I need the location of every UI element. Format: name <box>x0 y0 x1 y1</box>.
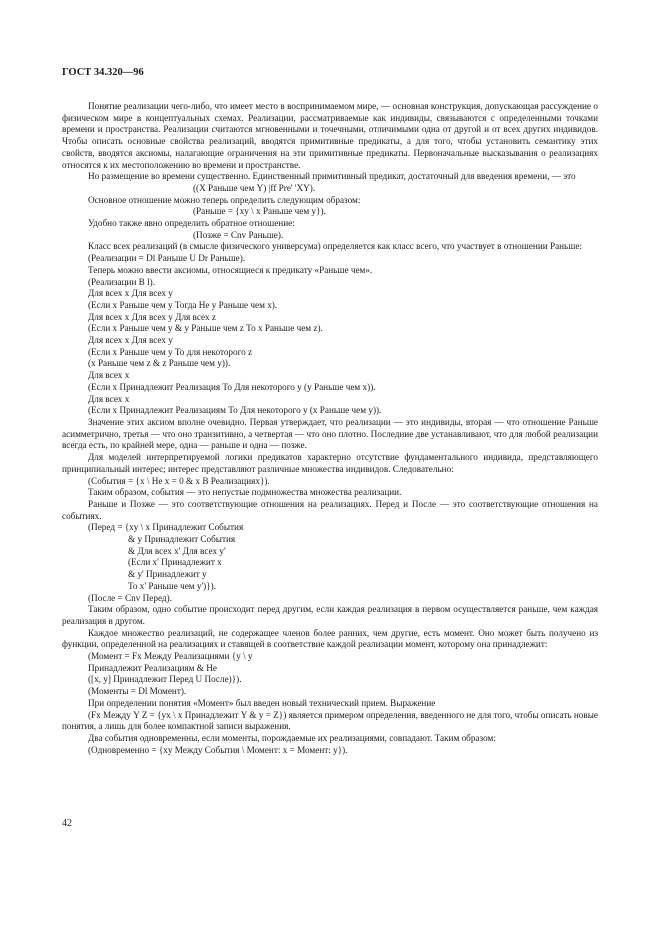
page-number: 42 <box>62 818 72 829</box>
text-line: (События = {x \ Не x = 0 & x B Реализациях}). <box>88 475 270 486</box>
text-line: (Если x Раньше чем y То для некоторого z <box>88 346 253 357</box>
text-line: (Моменты = Dl Момент). <box>88 686 187 697</box>
document-body <box>62 101 598 756</box>
text-line: Каждое множество реализаций, не содержащее членов более ранних, чем другие, есть момент. Оно может быть получено из функции, определенной на реализациях и ставящей в соответствие каждой реализации момент, которому она принадлежит: <box>62 627 598 650</box>
text-line: Понятие реализации чего-либо, что имеет место в воспринимаемом мире, — основная конструкция, допускающая рассуждение о физическом мире в концептуальных схемах. Реализации, рассматриваемые как индивиды, связываются с определенными точками времени и пространства. Реализации считаются мгновенными и точечными, отличимыми одна от другой и от всех других индивидов. Чтобы описать основные свойства реализаций, вводятся примитивные предикаты, а для того, чтобы установить семантику этих свойств, вводятся аксиомы, налагающие ограничения на эти примитивные предикаты. Первоначальные высказывания о реализациях относятся к их местоположению во времени и пространстве. <box>62 101 598 170</box>
text-line: При определении понятия «Момент» был введен новый технический прием. Выражение <box>88 697 436 708</box>
text-line: Для моделей интерпретируемой логики предикатов характерно отсутствие фундаментального индивида, представляющего принципиальный интерес; интерес представляют различные множества индивидов. Следовательно: <box>62 452 598 474</box>
text-line: Раньше и Позже — это соответствующие отношения на реализациях. Перед и После — это соответствующие отношения на событиях. <box>62 498 598 521</box>
text-line: ((X Раньше чем Y) |ff Pre' 'XY). <box>193 182 316 193</box>
text-line: (Если x Раньше чем y Тогда Не y Раньше чем x). <box>88 299 278 310</box>
text-line: То x' Раньше чем y')}). <box>128 580 216 591</box>
text-line: (Если x Раньше чем y & y Раньше чем z То x Раньше чем z). <box>88 323 323 334</box>
text-line: Таким образом, одно событие происходит перед другим, если каждая реализация в первом осуществляется раньше, чем каждая реализация в другом. <box>62 604 598 626</box>
text-line: Основное отношение можно теперь определить следующим образом: <box>88 194 361 205</box>
text-line: Для всех x Для всех y <box>88 288 173 299</box>
page-header: ГОСТ 34.320—96 <box>62 67 144 78</box>
text-line: Но размещение во времени существенно. Единственный примитивный предикат, достаточный для введения времени, — это <box>88 171 576 182</box>
text-line: ([x, y] Принадлежит Перед U После)}). <box>88 674 242 685</box>
text-line: (Fx Между Y Z = {yx \ x Принадлежит Y & y = Z}) является примером определения, введенного не для того, чтобы описать новые понятия, а лишь для более компактной записи выражения. <box>62 709 598 732</box>
text-line: Для всех x Для всех y <box>88 335 173 346</box>
text-line: & y' Принадлежит y <box>128 569 207 580</box>
text-line: (Позже = Cnv Раньше). <box>193 229 284 240</box>
text-line: (Если x Принадлежит Реализациям То Для некоторого y (x Раньше чем y)). <box>88 405 382 416</box>
text-line: (x Раньше чем z & z Раньше чем y)). <box>88 358 231 369</box>
text-line: (После = Cnv Перед). <box>88 592 172 603</box>
text-line: Теперь можно ввести аксиомы, относящиеся к предикату «Раньше чем». <box>88 264 373 275</box>
text-line: Таким образом, события — это непустые подмножества множества реализации. <box>88 487 402 498</box>
text-line: (Реализации B l). <box>88 276 155 287</box>
text-line: Принадлежит Реализациям & Не <box>88 662 217 673</box>
text-line: (Момент = Fx Между Реализациями {y \ y <box>88 651 253 662</box>
text-line: Класс всех реализаций (в смысле физического универсума) определяется как класс всего, что участвует в отношении Раньше: <box>88 241 582 252</box>
text-line: (Раньше = {xy \ x Раньше чем y}). <box>193 206 326 217</box>
text-line: Удобно также явно определить обратное отношение: <box>88 218 295 229</box>
text-line: (Если x Принадлежит Реализация То Для некоторого y (y Раньше чем x)). <box>88 381 376 392</box>
text-line: Два события одновременны, если моменты, порождаемые их реализациями, совпадают. Таким образом: <box>88 732 496 743</box>
text-line: Значение этих аксиом вполне очевидно. Первая утверждает, что реализации — это индивиды, вторая — что отношение Раньше асимметрично, третья — что оно транзитивно, а четвертая — что оно плотно. Последние две устанавливают, что для любой реализации всегда есть, по крайней мере, одна — раньше и одна — позже. <box>62 416 598 451</box>
text-line: Для всех x <box>88 393 130 404</box>
text-line: Для всех x <box>88 370 130 381</box>
text-line: (Перед = {xy \ x Принадлежит События <box>88 522 244 533</box>
text-line: (Одновременно = {xy Между События \ Момент: x = Момент: y}). <box>88 744 348 755</box>
text-line: & y Принадлежит События <box>128 534 236 545</box>
text-line: Для всех x Для всех y Для всех z <box>88 311 216 322</box>
text-line: (Если x' Принадлежит x <box>128 557 222 568</box>
text-line: (Реализации = Dl Раньше U Dr Раньше). <box>88 253 246 264</box>
text-line: & Для всех x' Для всех y' <box>128 545 226 556</box>
